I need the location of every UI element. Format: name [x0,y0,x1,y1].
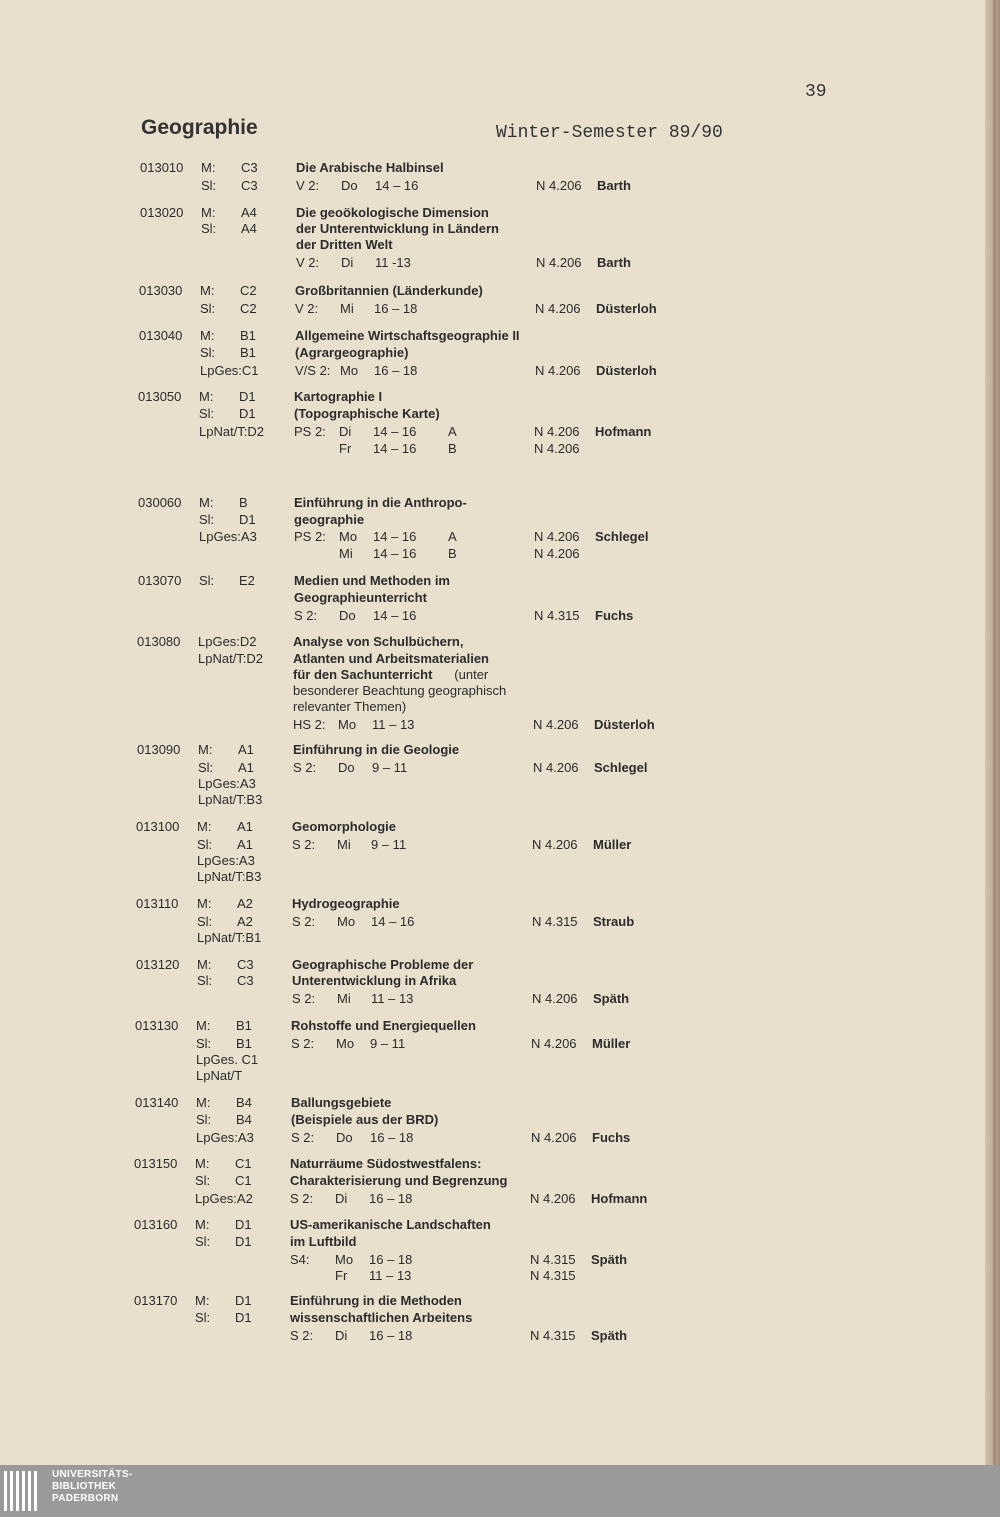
course-line [0,1036,985,1053]
course-group: D1 [235,1234,252,1249]
course-lecturer: Schlegel [594,760,648,775]
course-number: 013070 [138,573,182,588]
course-line [0,776,985,793]
library-logo-text [52,1469,133,1505]
course-line [0,1328,985,1345]
course-number: 013010 [140,160,184,175]
course-room: N 4.315 [530,1328,576,1343]
course-category: LpGes:D2 [198,634,257,649]
course-room: N 4.315 [532,914,578,929]
course-time: 11 -13 [375,255,411,270]
course-category: Sl: [195,1310,211,1325]
course-type: S 2: [293,760,317,775]
course-title: Kartographie I [294,389,383,404]
course-line [0,1112,985,1129]
course-type: S 2: [292,991,316,1006]
course-room: N 4.206 [531,1130,577,1145]
course-group: B [239,495,248,510]
course-line [0,792,985,809]
course-line [0,1268,985,1285]
course-time: 16 – 18 [369,1328,413,1343]
course-note: besonderer Beachtung geographisch [293,683,507,698]
course-group-letter: B [448,546,457,561]
course-category: Sl: [199,512,215,527]
course-room: N 4.206 [536,178,582,193]
course-line [0,667,985,684]
course-number: 013100 [136,819,180,834]
course-category: M: [195,1293,210,1308]
course-group: A4 [241,221,257,236]
course-group: E2 [239,573,255,588]
course-day: Do [338,760,355,775]
course-number: 013080 [137,634,181,649]
course-title: (Agrargeographie) [295,345,409,360]
course-group: B1 [240,328,256,343]
course-group: B1 [236,1036,252,1051]
course-day: Di [335,1191,348,1206]
course-title: Unterentwicklung in Afrika [292,973,457,988]
course-lecturer: Fuchs [595,608,634,623]
course-time: 16 – 18 [370,1130,414,1145]
course-category: M: [201,205,216,220]
course-line [0,742,985,759]
course-line [0,1130,985,1147]
course-number: 013160 [134,1217,178,1232]
course-number: 013020 [140,205,184,220]
course-line [0,717,985,734]
course-line [0,608,985,625]
course-line [0,930,985,947]
course-title: Geomorphologie [292,819,396,834]
course-title: Analyse von Schulbüchern, [293,634,464,649]
course-line [0,441,985,458]
course-category: LpGes. C1 [196,1052,259,1067]
course-type: S 2: [292,914,316,929]
course-lecturer: Barth [597,255,631,270]
course-type: S 2: [291,1130,315,1145]
course-line [0,914,985,931]
course-time: 9 – 11 [371,837,407,852]
course-line [0,573,985,590]
course-time: 14 – 16 [375,178,419,193]
course-title: Großbritannien (Länderkunde) [295,283,483,298]
course-line [0,1052,985,1069]
course-room: N 4.206 [533,717,579,732]
course-room: N 4.206 [533,760,579,775]
course-line [0,869,985,886]
course-lecturer: Fuchs [592,1130,631,1145]
book-edge-stripe [993,0,996,1465]
course-title: Atlanten und Arbeitsmaterialien [293,651,489,666]
course-type: V 2: [296,255,320,270]
course-category: M: [200,283,215,298]
course-category: M: [201,160,216,175]
course-group: D1 [235,1310,252,1325]
course-room: N 4.315 [530,1252,576,1267]
course-type: HS 2: [293,717,326,732]
page-number: 39 [805,82,827,102]
course-day: Mo [338,717,357,732]
course-title: US-amerikanische Landschaften [290,1217,491,1232]
course-group: A1 [238,760,254,775]
course-title: für den Sachunterricht [293,667,433,682]
course-line [0,590,985,607]
course-category: M: [197,957,212,972]
course-group: A2 [237,896,253,911]
course-category: M: [199,389,214,404]
course-title: (Beispiele aus der BRD) [291,1112,439,1127]
course-number: 013090 [137,742,181,757]
course-line [0,896,985,913]
course-category: M: [198,742,213,757]
course-day: Mo [337,914,356,929]
course-day: Fr [335,1268,348,1283]
course-title: der Dritten Welt [296,237,393,252]
course-line [0,1095,985,1112]
course-category: Sl: [199,573,215,588]
course-group: A1 [237,819,253,834]
course-group: C3 [237,957,254,972]
course-line [0,160,985,177]
course-room: N 4.206 [532,991,578,1006]
course-type: PS 2: [294,529,326,544]
course-number: 013110 [136,896,179,911]
course-title: Allgemeine Wirtschaftsgeographie II [295,328,520,343]
course-category: LpGes:A3 [199,529,257,544]
course-day: Mi [337,991,351,1006]
course-number: 013120 [136,957,180,972]
course-group: C3 [241,160,258,175]
course-category: M: [199,495,214,510]
course-line [0,1310,985,1327]
course-line [0,853,985,870]
course-room: N 4.206 [534,424,580,439]
course-group: C3 [241,178,258,193]
course-title: Geographische Probleme der [292,957,474,972]
course-number: 013050 [138,389,182,404]
course-room: N 4.206 [534,529,580,544]
course-line [0,837,985,854]
course-room: N 4.206 [534,441,580,456]
course-line [0,529,985,546]
course-line [0,957,985,974]
course-category: LpNat/T:B3 [197,869,262,884]
course-title: Geographieunterricht [294,590,427,605]
course-time: 11 – 13 [371,991,414,1006]
course-type: S 2: [292,837,316,852]
course-category: Sl: [201,178,217,193]
course-line [0,683,985,700]
course-time: 14 – 16 [371,914,415,929]
course-type: V 2: [295,301,319,316]
course-day: Mo [339,529,358,544]
course-category: LpGes:A3 [197,853,255,868]
course-line [0,1068,985,1085]
course-time: 14 – 16 [373,424,417,439]
course-category: Sl: [198,760,214,775]
course-day: Mo [340,363,359,378]
course-category: LpNat/T [196,1068,243,1083]
course-line [0,760,985,777]
course-line [0,634,985,651]
course-lecturer: Hofmann [591,1191,648,1206]
course-group: B1 [236,1018,252,1033]
course-time: 11 – 13 [369,1268,412,1283]
course-group: A4 [241,205,257,220]
course-line [0,1191,985,1208]
course-category: LpGes:C1 [200,363,259,378]
course-category: Sl: [197,914,213,929]
course-category: M: [200,328,215,343]
course-line [0,424,985,441]
course-category: Sl: [199,406,215,421]
course-time: 11 – 13 [372,717,415,732]
course-time: 16 – 18 [374,363,418,378]
course-lecturer: Schlegel [595,529,649,544]
course-line [0,546,985,563]
course-room: N 4.206 [531,1036,577,1051]
course-type: S 2: [294,608,318,623]
course-number: 013040 [139,328,183,343]
course-group: B1 [240,345,256,360]
course-group-letter: B [448,441,457,456]
course-line [0,406,985,423]
course-group: B4 [236,1112,252,1127]
course-title: geographie [294,512,365,527]
course-time: 9 – 11 [372,760,408,775]
course-day: Mo [335,1252,354,1267]
course-line [0,205,985,222]
course-category: M: [195,1217,210,1232]
course-title: der Unterentwicklung in Ländern [296,221,499,236]
course-title: Ballungsgebiete [291,1095,392,1110]
course-day: Do [336,1130,353,1145]
course-line [0,1234,985,1251]
course-number: 013170 [134,1293,178,1308]
course-title: Die Arabische Halbinsel [296,160,444,175]
logo-line: PADERBORN [52,1493,119,1504]
course-line [0,699,985,716]
course-day: Mo [336,1036,355,1051]
course-line [0,345,985,362]
course-group: D1 [235,1293,252,1308]
course-category: LpNat/T:B3 [198,792,263,807]
course-number: 013030 [139,283,183,298]
course-line [0,1217,985,1234]
course-type: S 2: [290,1328,314,1343]
course-category: Sl: [200,345,216,360]
library-footer [0,1465,1000,1517]
course-category: LpNat/T:D2 [199,424,265,439]
course-group: C1 [235,1173,252,1188]
course-time: 16 – 18 [374,301,418,316]
course-line [0,283,985,300]
course-number: 013150 [134,1156,178,1171]
course-group: C2 [240,301,257,316]
course-category: Sl: [196,1036,212,1051]
course-line [0,1173,985,1190]
course-note: (unter [454,667,489,682]
semester-label: Winter-Semester 89/90 [496,123,723,143]
course-lecturer: Späth [591,1328,628,1343]
course-number: 013140 [135,1095,179,1110]
course-line [0,1252,985,1269]
course-day: Di [341,255,354,270]
course-group: A1 [237,837,253,852]
course-day: Fr [339,441,352,456]
course-line [0,651,985,668]
course-type: S4: [290,1252,310,1267]
course-line [0,363,985,380]
course-group-letter: A [448,424,457,439]
course-title: Medien und Methoden im [294,573,450,588]
course-title: Einführung in die Methoden [290,1293,462,1308]
course-line [0,301,985,318]
course-time: 16 – 18 [369,1252,413,1267]
course-title: im Luftbild [290,1234,357,1249]
course-time: 9 – 11 [370,1036,406,1051]
course-time: 14 – 16 [373,546,417,561]
course-category: Sl: [197,837,213,852]
course-day: Do [341,178,358,193]
logo-line: BIBLIOTHEK [52,1481,117,1492]
course-room: N 4.315 [534,608,580,623]
course-lecturer: Späth [591,1252,628,1267]
course-type: PS 2: [294,424,326,439]
course-room: N 4.206 [530,1191,576,1206]
course-category: Sl: [196,1112,212,1127]
course-line [0,819,985,836]
library-logo-icon [4,1471,44,1511]
course-category: M: [196,1095,211,1110]
course-lecturer: Düsterloh [594,717,655,732]
course-line [0,973,985,990]
course-category: M: [195,1156,210,1171]
course-room: N 4.206 [536,255,582,270]
course-group: A1 [238,742,254,757]
course-title: Charakterisierung und Begrenzung [290,1173,508,1188]
course-category: Sl: [195,1234,211,1249]
course-line [0,221,985,238]
course-category: LpGes:A2 [195,1191,253,1206]
course-type: V 2: [296,178,320,193]
course-category: M: [197,896,212,911]
course-day: Mi [337,837,351,852]
course-group: C3 [237,973,254,988]
course-line [0,237,985,254]
course-time: 14 – 16 [373,529,417,544]
course-room: N 4.206 [535,301,581,316]
course-category: Sl: [201,221,217,236]
course-title: (Topographische Karte) [294,406,440,421]
course-room: N 4.206 [534,546,580,561]
course-group: D1 [239,389,256,404]
course-line [0,389,985,406]
course-room: N 4.315 [530,1268,576,1283]
course-day: Mi [339,546,353,561]
course-lecturer: Hofmann [595,424,652,439]
course-time: 14 – 16 [373,608,417,623]
course-group: D1 [239,406,256,421]
course-title: Die geoökologische Dimension [296,205,489,220]
course-category: Sl: [200,301,216,316]
course-line [0,1293,985,1310]
course-lecturer: Düsterloh [596,363,657,378]
course-number: 030060 [138,495,182,510]
course-type: S 2: [291,1036,315,1051]
course-type: V/S 2: [295,363,331,378]
course-group: C1 [235,1156,252,1171]
course-category: M: [197,819,212,834]
course-title: wissenschaftlichen Arbeitens [290,1310,473,1325]
course-line [0,328,985,345]
course-lecturer: Düsterloh [596,301,657,316]
course-category: Sl: [197,973,213,988]
course-room: N 4.206 [535,363,581,378]
course-line [0,512,985,529]
course-category: LpNat/T:B1 [197,930,262,945]
course-category: LpGes:A3 [196,1130,254,1145]
course-line [0,495,985,512]
course-group: C2 [240,283,257,298]
course-category: LpNat/T:D2 [198,651,264,666]
course-title: Einführung in die Geologie [293,742,460,757]
course-line [0,178,985,195]
course-group-letter: A [448,529,457,544]
course-lecturer: Müller [593,837,632,852]
course-line [0,991,985,1008]
course-category: M: [196,1018,211,1033]
course-group: B4 [236,1095,252,1110]
page-title: Geographie [141,116,258,139]
course-lecturer: Straub [593,914,635,929]
course-line [0,1018,985,1035]
course-title: Einführung in die Anthropo- [294,495,467,510]
course-note: relevanter Themen) [293,699,407,714]
course-day: Di [335,1328,348,1343]
course-title: Naturräume Südostwestfalens: [290,1156,482,1171]
course-group: A2 [237,914,253,929]
logo-line: UNIVERSITÄTS- [52,1469,133,1480]
course-category: LpGes:A3 [198,776,256,791]
course-type: S 2: [290,1191,314,1206]
course-title: Hydrogeographie [292,896,400,911]
course-lecturer: Barth [597,178,631,193]
course-group: D1 [235,1217,252,1232]
course-number: 013130 [135,1018,179,1033]
course-day: Do [339,608,356,623]
course-group: D1 [239,512,256,527]
course-time: 16 – 18 [369,1191,413,1206]
course-category: Sl: [195,1173,211,1188]
course-room: N 4.206 [532,837,578,852]
course-line [0,1156,985,1173]
course-lecturer: Müller [592,1036,631,1051]
course-time: 14 – 16 [373,441,417,456]
course-title: Rohstoffe und Energiequellen [291,1018,476,1033]
course-day: Di [339,424,352,439]
course-line [0,255,985,272]
course-day: Mi [340,301,354,316]
course-lecturer: Späth [593,991,630,1006]
